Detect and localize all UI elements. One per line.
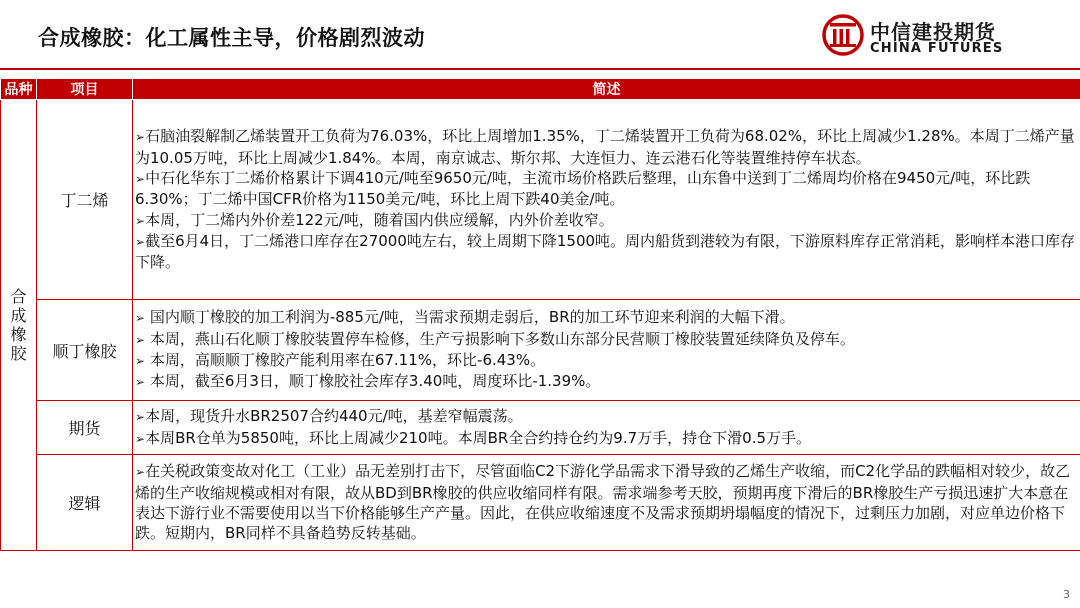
bullet-point: ➢本周，丁二烯内外价差122元/吨，随着国内供应缓解，内外价差收窄。 [135, 210, 614, 229]
bullet-point: ➢ 本周，燕山石化顺丁橡胶装置停车检修，生产亏损影响下多数山东部分民营顺丁橡胶装置延续降负及停车。 [135, 329, 855, 348]
item-label: 期货 [68, 419, 101, 438]
arrow-bullet-icon: ➢ [135, 234, 146, 249]
bullet-point: ➢本周BR仓单为5850吨，环比上周减少210吨。本周BR全合约持仓约为9.7万手，持仓下滑0.5万手。 [135, 428, 812, 447]
citic-logo-icon [822, 14, 864, 56]
description-cell [133, 401, 1080, 455]
bullet-point: ➢石脑油裂解制乙烯装置开工负荷为76.03%，环比上周增加1.35%，丁二烯装置开工负荷为68.02%，环比上周减少1.28%。本周丁二烯产量为10.05万吨，环比上周减少1.84%。本周，南京诚志、斯尔邦、大连恒力、连云港石化等装置维持停车状态。 [135, 127, 1075, 167]
bullet-point: ➢ 本周，高顺顺丁橡胶产能利用率在67.11%，环比-6.43%。 [135, 351, 546, 369]
header-item: 项目 [37, 79, 133, 100]
item-cell [37, 401, 133, 455]
arrow-bullet-icon: ➢ [135, 213, 146, 228]
arrow-bullet-icon: ➢ [135, 410, 146, 425]
arrow-bullet-icon: ➢ [135, 130, 146, 145]
company-logo [822, 14, 1062, 62]
bullet-point: ➢中石化华东丁二烯价格累计下调410元/吨至9650元/吨，主流市场价格跌后整理，山东鲁中送到丁二烯周均价格在9450元/吨，环比跌6.30%；丁二烯中国CFR价格为1150美元/吨，环比上周下跌40美金/吨。 [135, 169, 1031, 209]
arrow-bullet-icon: ➢ [135, 354, 146, 368]
table-row [1, 100, 1080, 300]
page-number: 3 [1063, 588, 1070, 601]
arrow-bullet-icon: ➢ [135, 172, 146, 187]
summary-table [0, 78, 1080, 551]
description-cell [133, 300, 1080, 401]
bullet-point: ➢ 国内顺丁橡胶的加工利润为-885元/吨，当需求预期走弱后，BR的加工环节迎来利润的大幅下滑。 [135, 308, 795, 327]
item-cell [37, 455, 133, 551]
variety-cell [1, 100, 37, 551]
description-cell [133, 455, 1080, 551]
item-cell [37, 300, 133, 401]
page-title: 合成橡胶：化工属性主导，价格剧烈波动 [38, 26, 425, 50]
bullet-point: ➢在关税政策变故对化工（工业）品无差别打击下，尽管面临C2下游化学品需求下滑导致的乙烯生产收缩，而C2化学品的跌幅相对较少，故乙烯的生产收缩规模或相对有限，故从BD到BR橡胶的供应收缩同样有限。需求端参考天胶，预期再度下滑后的BR橡胶生产亏损迅速扩大本意在表达下游行业不需要使用以当下价格能够生产产量。因此，在供应收缩速度不及需求预期坍塌幅度的情况下，过剩压力加剧，对应单边价格下跌。短期内，BR同样不具备趋势反转基础。 [135, 462, 1071, 543]
header-divider [0, 68, 1080, 70]
table-row [1, 455, 1080, 551]
table-row [1, 401, 1080, 455]
arrow-bullet-icon: ➢ [135, 465, 146, 480]
arrow-bullet-icon: ➢ [135, 431, 146, 446]
description-cell [133, 100, 1080, 300]
arrow-bullet-icon: ➢ [135, 311, 146, 326]
bullet-point: ➢本周，现货升水BR2507合约440元/吨，基差窄幅震荡。 [135, 407, 523, 426]
item-label: 顺丁橡胶 [52, 341, 117, 361]
table-header-row [1, 79, 1080, 100]
bullet-point: ➢截至6月4日，丁二烯港口库存在27000吨左右，较上周期下降1500吨。周内船货到港较为有限，下游原料库存正常消耗，影响样本港口库存下降。 [135, 231, 1076, 272]
header-variety: 品种 [1, 79, 37, 100]
logo-chinese-name: 中信建投期货 [870, 20, 996, 44]
item-cell [37, 100, 133, 300]
table-row [1, 300, 1080, 401]
variety-label: 合成橡胶 [10, 287, 27, 363]
bullet-point: ➢ 本周，截至6月3日，顺丁橡胶社会库存3.40吨，周度环比-1.39%。 [135, 372, 601, 391]
arrow-bullet-icon: ➢ [135, 332, 146, 347]
logo-english-name: CHINA FUTURES [870, 41, 1004, 56]
header-description: 简述 [133, 79, 1080, 100]
item-label: 丁二烯 [60, 191, 109, 210]
item-label: 逻辑 [68, 494, 101, 513]
arrow-bullet-icon: ➢ [135, 375, 146, 390]
